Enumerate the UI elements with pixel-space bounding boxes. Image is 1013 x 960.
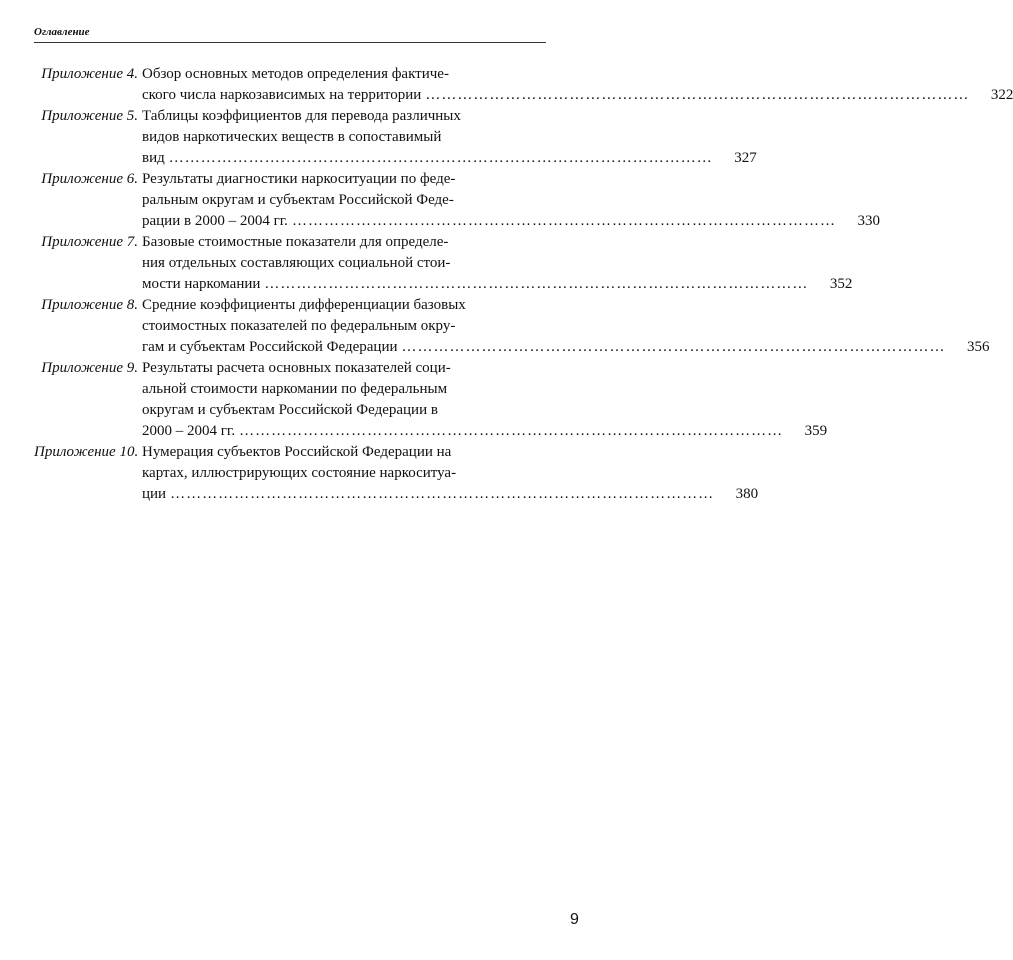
toc-entry-line	[34, 463, 590, 484]
toc-entry-title: Базовые стоимостные показатели для определе-	[142, 234, 449, 250]
page-column-spacer	[550, 400, 590, 421]
toc-entry-page: 330	[857, 213, 880, 229]
toc-entry-title: Средние коэффициенты дифференциации базовых	[142, 297, 466, 313]
toc-entry-line	[34, 169, 590, 190]
toc-entry	[34, 232, 853, 295]
toc-entry-line	[34, 106, 590, 127]
page-column-spacer	[550, 295, 590, 316]
dot-leader: …………………………………………………………………………………………	[291, 213, 836, 229]
dot-leader: …………………………………………………………………………………………	[170, 486, 715, 502]
toc-entry-title: округам и субъектам Российской Федерации в	[142, 402, 438, 418]
toc-entry-label: Приложение 10.	[34, 444, 139, 460]
toc-entry-line	[34, 253, 590, 274]
dot-leader: …………………………………………………………………………………………	[425, 87, 970, 103]
toc-entry-title: 2000 – 2004 гг.	[142, 423, 236, 439]
toc-entry-line	[34, 337, 990, 358]
toc-entry-page: 356	[967, 339, 990, 355]
page-number: 9	[570, 911, 579, 928]
toc-entry-title: ральным округам и субъектам Российской Феде-	[142, 192, 454, 208]
page-column-spacer	[550, 190, 590, 211]
toc-entry-line	[34, 379, 590, 400]
table-of-contents	[34, 64, 1013, 505]
toc-entry	[34, 358, 828, 442]
toc-entry-line	[34, 85, 1013, 106]
toc-entry-line	[34, 148, 757, 169]
page-column-spacer	[550, 232, 590, 253]
line-spacer	[455, 316, 550, 337]
toc-entry-title: Результаты диагностики наркоситуации по феде-	[142, 171, 456, 187]
toc-entry-title: Обзор основных методов определения фактиче-	[142, 66, 449, 82]
toc-entry-title: Таблицы коэффициентов для перевода различных	[142, 108, 461, 124]
running-head: Оглавление	[34, 26, 90, 38]
dot-leader: …………………………………………………………………………………………	[264, 276, 809, 292]
toc-entry-page: 359	[804, 423, 828, 439]
toc-entry-title: Нумерация субъектов Российской Федерации на	[142, 444, 452, 460]
toc-entry-page: 380	[735, 486, 759, 502]
line-spacer	[455, 169, 550, 190]
toc-entry-line	[34, 64, 590, 85]
toc-entry-page: 327	[734, 150, 757, 166]
toc-entry-page: 352	[829, 276, 853, 292]
toc-entry-line	[34, 211, 880, 232]
page-column-spacer	[550, 316, 590, 337]
toc-entry-line	[34, 358, 590, 379]
toc-entry-line	[34, 400, 590, 421]
toc-entry-title: ции	[142, 486, 167, 502]
line-spacer	[451, 442, 550, 463]
line-spacer	[448, 232, 550, 253]
toc-entry	[34, 442, 759, 505]
toc-entry-title: альной стоимости наркомании по федеральным	[142, 381, 448, 397]
toc-entry-line	[34, 274, 853, 295]
line-spacer	[447, 379, 550, 400]
page-column-spacer	[550, 106, 590, 127]
page-column-spacer	[550, 442, 590, 463]
toc-entry	[34, 295, 990, 358]
toc-entry	[34, 106, 757, 169]
line-spacer	[438, 400, 550, 421]
header-rule	[34, 42, 546, 43]
toc-entry-label: Приложение 6.	[41, 171, 138, 187]
line-spacer	[461, 106, 550, 127]
page-column-spacer	[550, 64, 590, 85]
page-column-spacer	[550, 379, 590, 400]
toc-entry-title: видов наркотических веществ в сопоставимый	[142, 129, 442, 145]
toc-entry-line	[34, 127, 590, 148]
toc-entry-label: Приложение 5.	[41, 108, 138, 124]
toc-entry-line	[34, 295, 590, 316]
toc-entry-page: 322	[990, 87, 1013, 103]
page-column-spacer	[550, 358, 590, 379]
toc-entry-line	[34, 421, 828, 442]
toc-entry-title: ния отдельных составляющих социальной стои-	[142, 255, 451, 271]
toc-entry	[34, 169, 880, 232]
toc-entry-title: гам и субъектам Российской Федерации	[142, 339, 398, 355]
toc-entry	[34, 64, 1013, 106]
toc-entry-line	[34, 232, 590, 253]
line-spacer	[454, 190, 550, 211]
page-column-spacer	[550, 253, 590, 274]
toc-entry-title: картах, иллюстрирующих состояние наркоситуа-	[142, 465, 457, 481]
toc-entry-label: Приложение 7.	[41, 234, 138, 250]
toc-entry-title: рации в 2000 – 2004 гг.	[142, 213, 288, 229]
toc-entry-title: стоимостных показателей по федеральным окру-	[142, 318, 456, 334]
toc-entry-line	[34, 190, 590, 211]
line-spacer	[441, 127, 550, 148]
toc-entry-label: Приложение 4.	[41, 66, 138, 82]
line-spacer	[466, 295, 550, 316]
line-spacer	[449, 64, 550, 85]
dot-leader: …………………………………………………………………………………………	[401, 339, 946, 355]
line-spacer	[456, 463, 550, 484]
line-spacer	[451, 358, 550, 379]
toc-entry-label: Приложение 8.	[41, 297, 138, 313]
dot-leader: …………………………………………………………………………………………	[239, 423, 784, 439]
page-column-spacer	[550, 463, 590, 484]
dot-leader: …………………………………………………………………………………………	[168, 150, 713, 166]
toc-entry-title: Результаты расчета основных показателей соци-	[142, 360, 451, 376]
toc-entry-line	[34, 442, 590, 463]
toc-entry-title: вид	[142, 150, 165, 166]
toc-entry-label: Приложение 9.	[41, 360, 138, 376]
page-column-spacer	[550, 169, 590, 190]
page-column-spacer	[550, 127, 590, 148]
toc-entry-line	[34, 484, 759, 505]
toc-entry-title: мости наркомании	[142, 276, 261, 292]
toc-entry-title: ского числа наркозависимых на территории	[142, 87, 422, 103]
line-spacer	[450, 253, 550, 274]
toc-entry-line	[34, 316, 590, 337]
